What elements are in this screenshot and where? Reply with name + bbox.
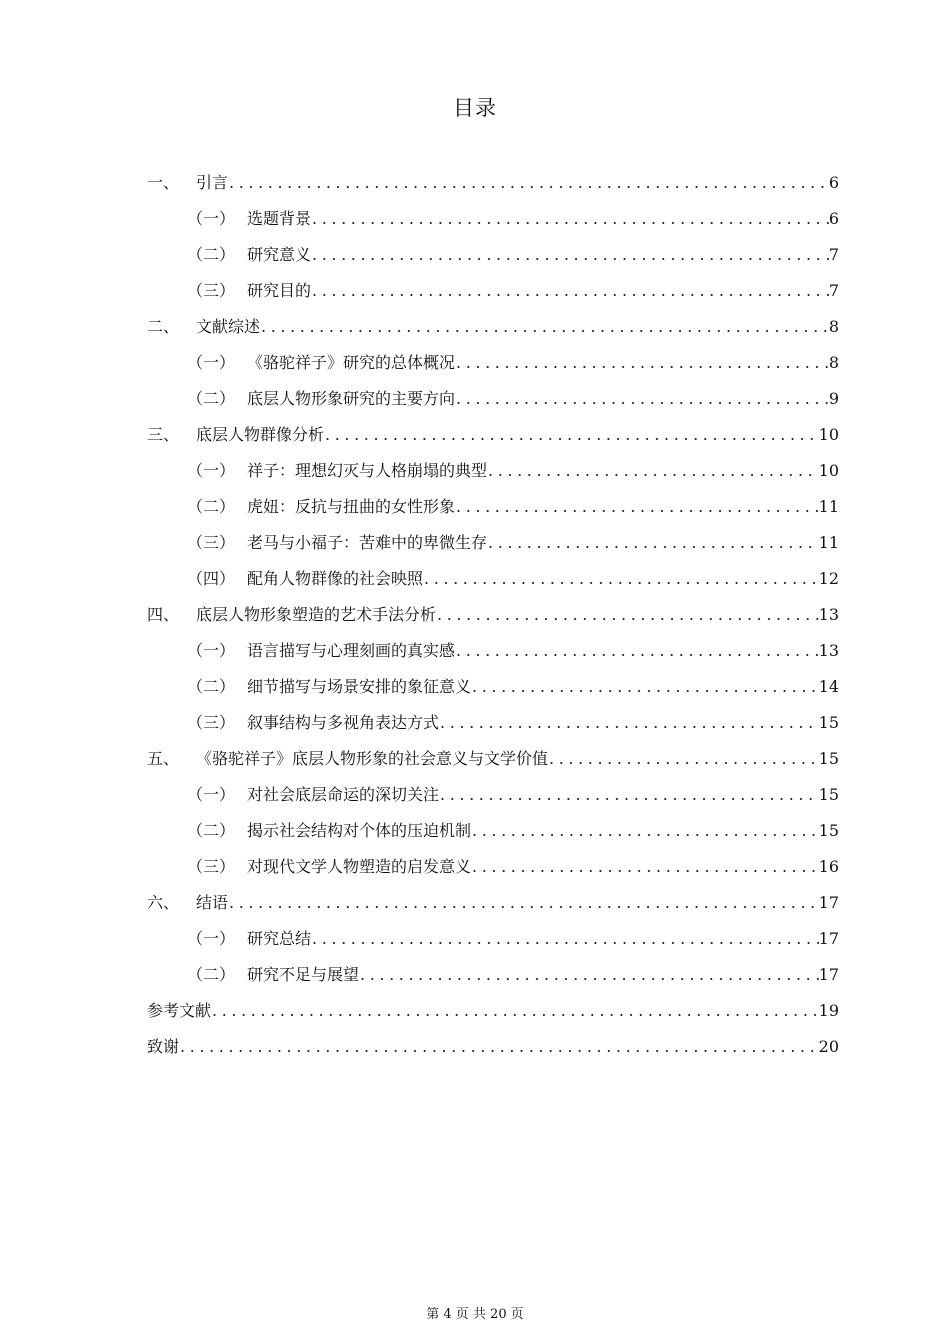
toc-entry[interactable] [147, 926, 839, 962]
toc-entry[interactable] [147, 602, 839, 638]
dot-leader [311, 209, 829, 228]
page-footer: 第 4 页 共 20 页 [426, 1307, 524, 1322]
toc-entry-page-number: 7 [828, 281, 839, 300]
dot-leader [211, 1001, 819, 1020]
toc-entry-number: 一、 [147, 173, 180, 192]
toc-entry-label: 祥子：理想幻灭与人格崩塌的典型 [247, 461, 488, 480]
toc-entry-label: 揭示社会结构对个体的压迫机制 [247, 821, 472, 840]
toc-entry[interactable] [147, 314, 839, 350]
dot-leader [548, 749, 819, 768]
dot-leader [455, 641, 819, 660]
toc-entry[interactable] [147, 242, 839, 278]
toc-entry-label: 语言描写与心理刻画的真实感 [247, 641, 456, 660]
toc-entry-page-number: 15 [818, 821, 839, 840]
dot-leader [228, 893, 819, 912]
dot-leader [179, 1037, 819, 1056]
dot-leader [455, 389, 829, 408]
toc-entry-label: 叙事结构与多视角表达方式 [247, 713, 440, 732]
dot-leader [471, 857, 819, 876]
toc-entry-number: （二） [187, 497, 236, 516]
dot-leader [311, 245, 829, 264]
toc-entry[interactable] [147, 782, 839, 818]
toc-entry-label: 《骆驼祥子》研究的总体概况 [247, 353, 456, 372]
toc-entry-label: 底层人物群像分析 [196, 425, 325, 444]
toc-entry-page-number: 8 [828, 317, 839, 336]
dot-leader [455, 497, 819, 516]
toc-entry-page-number: 15 [818, 713, 839, 732]
toc-entry-number: （一） [187, 641, 236, 660]
toc-entry-page-number: 13 [818, 605, 839, 624]
toc-entry[interactable] [147, 854, 839, 890]
toc-entry-number: （一） [187, 929, 236, 948]
table-of-contents [147, 170, 839, 1070]
toc-entry-number: （二） [187, 821, 236, 840]
toc-entry[interactable] [147, 998, 839, 1034]
toc-entry-page-number: 14 [818, 677, 839, 696]
toc-entry-page-number: 11 [818, 533, 839, 552]
toc-entry-number: （一） [187, 785, 236, 804]
toc-entry[interactable] [147, 818, 839, 854]
dot-leader [471, 821, 819, 840]
toc-entry[interactable] [147, 278, 839, 314]
toc-entry-number: （三） [187, 533, 236, 552]
toc-entry-page-number: 12 [818, 569, 839, 588]
toc-entry-label: 研究总结 [247, 929, 312, 948]
dot-leader [311, 929, 819, 948]
toc-entry-page-number: 16 [818, 857, 839, 876]
dot-leader [359, 965, 819, 984]
toc-entry[interactable] [147, 206, 839, 242]
toc-entry-number: （一） [187, 461, 236, 480]
toc-entry[interactable] [147, 458, 839, 494]
toc-entry[interactable] [147, 530, 839, 566]
toc-entry-number: （二） [187, 245, 236, 264]
toc-entry[interactable] [147, 170, 839, 206]
toc-entry-page-number: 8 [828, 353, 839, 372]
page-title: 目录 [453, 96, 497, 120]
toc-entry[interactable] [147, 674, 839, 710]
toc-entry-label: 选题背景 [247, 209, 312, 228]
toc-entry-label: 引言 [196, 173, 229, 192]
toc-entry-number: （三） [187, 857, 236, 876]
dot-leader [487, 461, 819, 480]
toc-entry-number: （三） [187, 713, 236, 732]
toc-entry-label: 细节描写与场景安排的象征意义 [247, 677, 472, 696]
toc-entry-number: （三） [187, 281, 236, 300]
toc-entry-page-number: 9 [828, 389, 839, 408]
toc-entry-page-number: 15 [818, 785, 839, 804]
toc-entry-page-number: 10 [818, 461, 839, 480]
toc-entry-page-number: 6 [828, 209, 839, 228]
toc-entry-number: （四） [187, 569, 236, 588]
toc-entry-label: 对社会底层命运的深切关注 [247, 785, 440, 804]
toc-entry-page-number: 17 [818, 965, 839, 984]
toc-entry-label: 虎妞：反抗与扭曲的女性形象 [247, 497, 456, 516]
toc-entry-number: 六、 [147, 893, 180, 912]
toc-entry[interactable] [147, 638, 839, 674]
toc-entry-label: 《骆驼祥子》底层人物形象的社会意义与文学价值 [196, 749, 549, 768]
dot-leader [324, 425, 819, 444]
toc-entry-label: 底层人物形象研究的主要方向 [247, 389, 456, 408]
toc-entry-label: 配角人物群像的社会映照 [247, 569, 424, 588]
toc-entry-number: （二） [187, 677, 236, 696]
toc-entry-number: 二、 [147, 317, 180, 336]
dot-leader [455, 353, 829, 372]
toc-entry-number: 三、 [147, 425, 180, 444]
toc-entry-number: （一） [187, 209, 236, 228]
toc-entry[interactable] [147, 710, 839, 746]
toc-entry-label: 研究目的 [247, 281, 312, 300]
dot-leader [423, 569, 819, 588]
toc-entry-page-number: 15 [818, 749, 839, 768]
toc-entry-label: 结语 [196, 893, 229, 912]
toc-entry[interactable] [147, 422, 839, 458]
dot-leader [436, 605, 819, 624]
toc-entry[interactable] [147, 1034, 839, 1070]
toc-entry-label: 老马与小福子：苦难中的卑微生存 [247, 533, 488, 552]
dot-leader [439, 785, 819, 804]
toc-entry-label: 研究意义 [247, 245, 312, 264]
dot-leader [471, 677, 819, 696]
toc-entry[interactable] [147, 962, 839, 998]
toc-entry-number: （一） [187, 353, 236, 372]
toc-entry[interactable] [147, 350, 839, 386]
toc-entry-label: 研究不足与展望 [247, 965, 360, 984]
toc-entry[interactable] [147, 746, 839, 782]
toc-entry[interactable] [147, 566, 839, 602]
dot-leader [260, 317, 829, 336]
toc-entry-number: 四、 [147, 605, 180, 624]
toc-entry-page-number: 11 [818, 497, 839, 516]
toc-entry-page-number: 19 [818, 1001, 839, 1020]
toc-entry[interactable] [147, 386, 839, 422]
dot-leader [487, 533, 819, 552]
toc-entry-label: 文献综述 [196, 317, 261, 336]
toc-entry-label: 对现代文学人物塑造的启发意义 [247, 857, 472, 876]
toc-entry-number: （二） [187, 965, 236, 984]
toc-entry-page-number: 13 [818, 641, 839, 660]
dot-leader [311, 281, 829, 300]
toc-entry-page-number: 20 [818, 1037, 839, 1056]
toc-entry-number: 五、 [147, 749, 180, 768]
toc-entry-label: 底层人物形象塑造的艺术手法分析 [196, 605, 437, 624]
toc-entry[interactable] [147, 890, 839, 926]
dot-leader [439, 713, 819, 732]
toc-entry-page-number: 17 [818, 929, 839, 948]
toc-entry[interactable] [147, 494, 839, 530]
toc-entry-page-number: 7 [828, 245, 839, 264]
toc-entry-number: （二） [187, 389, 236, 408]
toc-entry-page-number: 10 [818, 425, 839, 444]
dot-leader [228, 173, 829, 192]
toc-entry-page-number: 17 [818, 893, 839, 912]
toc-entry-page-number: 6 [828, 173, 839, 192]
toc-entry-label: 致谢 [147, 1037, 180, 1056]
toc-entry-label: 参考文献 [147, 1001, 212, 1020]
